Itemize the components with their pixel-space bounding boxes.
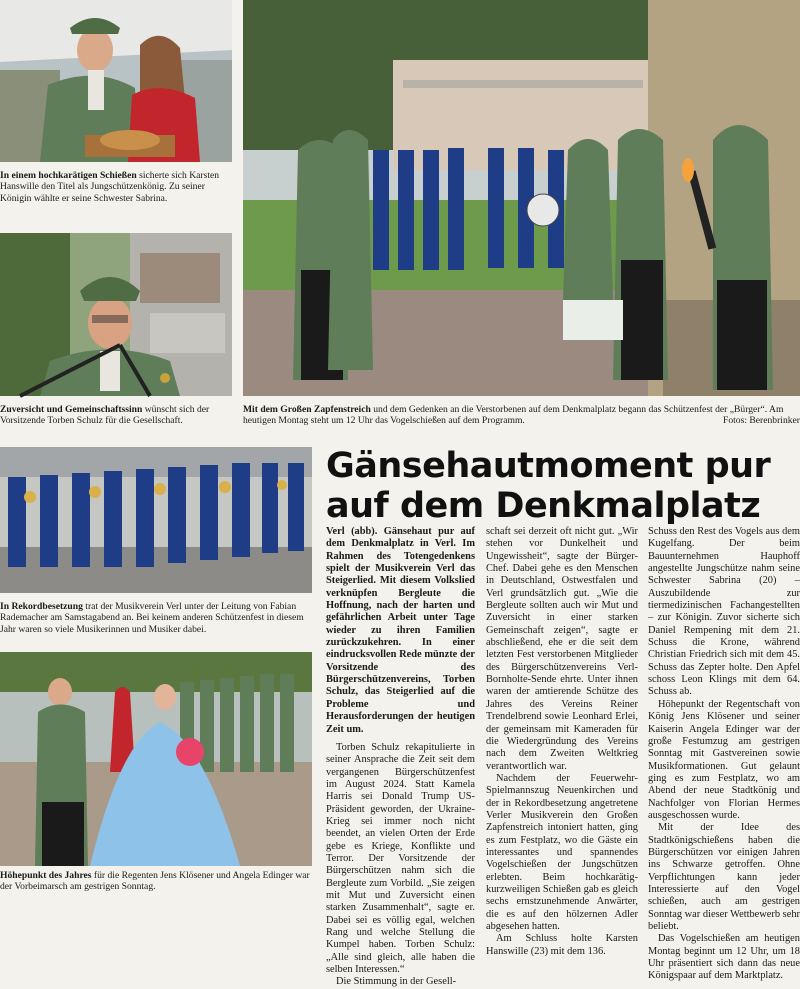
article-headline: Gänsehautmoment pur auf dem Denkmalplatz [326,446,771,526]
article-paragraph: Höhepunkt der Regentschaft von König Jens Klösener und seiner Kaiserin Angela Edinger war der große Festumzug am gestrigen Sonntag mit Gastvereinen sowie Musikformationen. Gut gelaunt ging es zum Festplatz, wo am Abend der neue Stadtkönig und Nachfolger von Florian Hermes ausgeschossen wurde. [648,698,800,821]
caption-musikverein: In Rekordbesetzung trat der Musikverein Verl unter der Leitung von Fabian Rademacher am Samstagabend an. Bei keinem anderen Schützenfest in diesem Jahr waren so viele Musikerinnen und Musiker dabei. [0,601,304,635]
photo-credit: Fotos: Berenbrinker [722,415,800,426]
article-column-1 [326,526,475,988]
article-paragraph: Schuss den Rest des Vogels aus dem Kugelfang. Der beim Bauunternehmen Hauphoff angestellte Jungschütze nahm seine Schwester Sabrina (20) – Auszubildende zur tiermedizinischen Fachangestellten – zur Königin. Zuvor sicherte sich Daniel Rempening mit dem 21. Schuss die Krone, während Christian Friedrich sich mit dem 45. Schuss das Zepter holte. Den Apfel schoss Leon Klings mit dem 64. Schuss ab. [648,526,800,698]
photo-musikverein [0,447,312,593]
article-paragraph: Am Schluss holte Karsten Hanswille (23) mit dem 136. [486,933,638,957]
caption-vorbeimarsch: Höhepunkt des Jahres für die Regenten Jens Klösener und Angela Edinger war der Vorbeimarsch am gestrigen Sonntag. [0,870,310,893]
article-paragraph: Die Stimmung in der Gesell- [336,976,457,988]
article-paragraph: Mit der Idee des Stadtkönigschießens haben die Bürgerschützen vor einigen Jahren ins Schwarze getroffen. Ohne Verpflichtungen kann jeder Interessierte auf den Vogel schießen, auch am gestrigen Sonntag war dieser Wettbewerb sehr beliebt. [648,822,800,932]
caption-torben-schulz: Zuversicht und Gemeinschaftssinn wünscht sich der Vorsitzende Torben Schulz für die Gesellschaft. [0,404,210,427]
article-lead: Verl (abb). Gänsehaut pur auf dem Denkmalplatz in Verl. Im Rahmen des Totengedenkens spielt der Musikverein Verl das Steigerlied. Mit diesem Volkslied verknüpfen Bergleute die Hoffnung, nach der harten und gefährlichen Arbeit unter Tage wieder zu ihren Familien zurückzukehren. In einer eindrucksvollen Rede münzte der Vorsitzende des Bürgerschützenvereins, Torben Schulz, das Steigerlied auf die Probleme und Herausforderungen der heutigen Zeit um. [326,526,475,735]
photo-torben-schulz [0,233,232,396]
photo-zapfenstreich [243,0,800,396]
caption-koenigspaar: In einem hochkarätigen Schießen sicherte sich Karsten Hanswille den Titel als Jungschützenkönig. Zu seiner Königin wählte er seine Schwester Sabrina. [0,170,220,204]
article-paragraph: Das Vogelschießen am heutigen Montag beginnt um 12 Uhr, um 18 Uhr präsentiert sich dann das neue Königspaar auf dem Marktplatz. [648,933,800,982]
caption-zapfenstreich: Mit dem Großen Zapfenstreich und dem Gedenken an die Verstorbenen auf dem Denkmalplatz begann das Schützenfest der „Bürger“. Am heutigen Montag steht um 12 Uhr das Vogelschießen auf dem Programm. [243,404,784,427]
article-paragraph: Torben Schulz rekapitulierte in seiner Ansprache die Zeit seit dem vergangenen Bürgerschützenfest im August 2024. Statt Kamela Harris sei Donald Trump US-Präsident geworden, der Ukraine-Krieg sei immer noch nicht beendet, an vielen Orten der Erde gebe es Kriege, Konflikte und Terror. Der Vorsitzende der Bürgerschützen nahm sich die Bergleute zum Vorbild. „Sie zeigen mit Mut und Zuversicht einen starken Zusammenhalt“, sagte er. Dabei sei es völlig egal, welchen Rang und welche Stellung die Kumpel haben. Torben Schulz: „Alle sind gleich, alle haben die selben Interessen.“ [326,741,475,976]
photo-koenigspaar [0,0,232,162]
article-column-2 [486,526,638,957]
article-column-3 [648,526,800,982]
article-paragraph: schaft sei derzeit oft nicht gut. „Wir stehen vor Dunkelheit und Ungewissheit“, sagte der Bürger-Chef. Dabei gehe es den Menschen in Deutschland, Ostwestfalen und Verl grundsätzlich gut. „Wie die Bergleute sollten auch wir Mut und Zuversicht in einer starken Gemeinschaft zeigen“, sagte er abschließend, ehe er die seit dem letzten Fest verstorbenen Mitglieder des Bürgerschützenvereins Verl-Bornholte-Sende ehrte. Unter ihnen waren der amtierende Schütze des Jahres des Vereins Reiner Trendelbrend sowie Leonhard Erlei, der gemeinsam mit Kameraden für die Wiedergründung des Vereins nach dem Zweiten Weltkrieg verantwortlich war. [486,526,638,772]
article-paragraph: Nachdem der Feuerwehr-Spielmannszug Neuenkirchen und der in Rekordbesetzung angetretene Verler Musikverein den Großen Zapfenstreich intoniert hatten, ging es zum Festplatz, wo die Gäste ein interessantes und spannendes Vogelschießen der Jungschützen erlebten. Beim hochkarätig-kurzweiligen Schießen gab es gleich sechs ernstzunehmende Anwärter, die es auf den hölzernen Adler abgesehen hatten. [486,772,638,932]
photo-vorbeimarsch [0,652,312,866]
